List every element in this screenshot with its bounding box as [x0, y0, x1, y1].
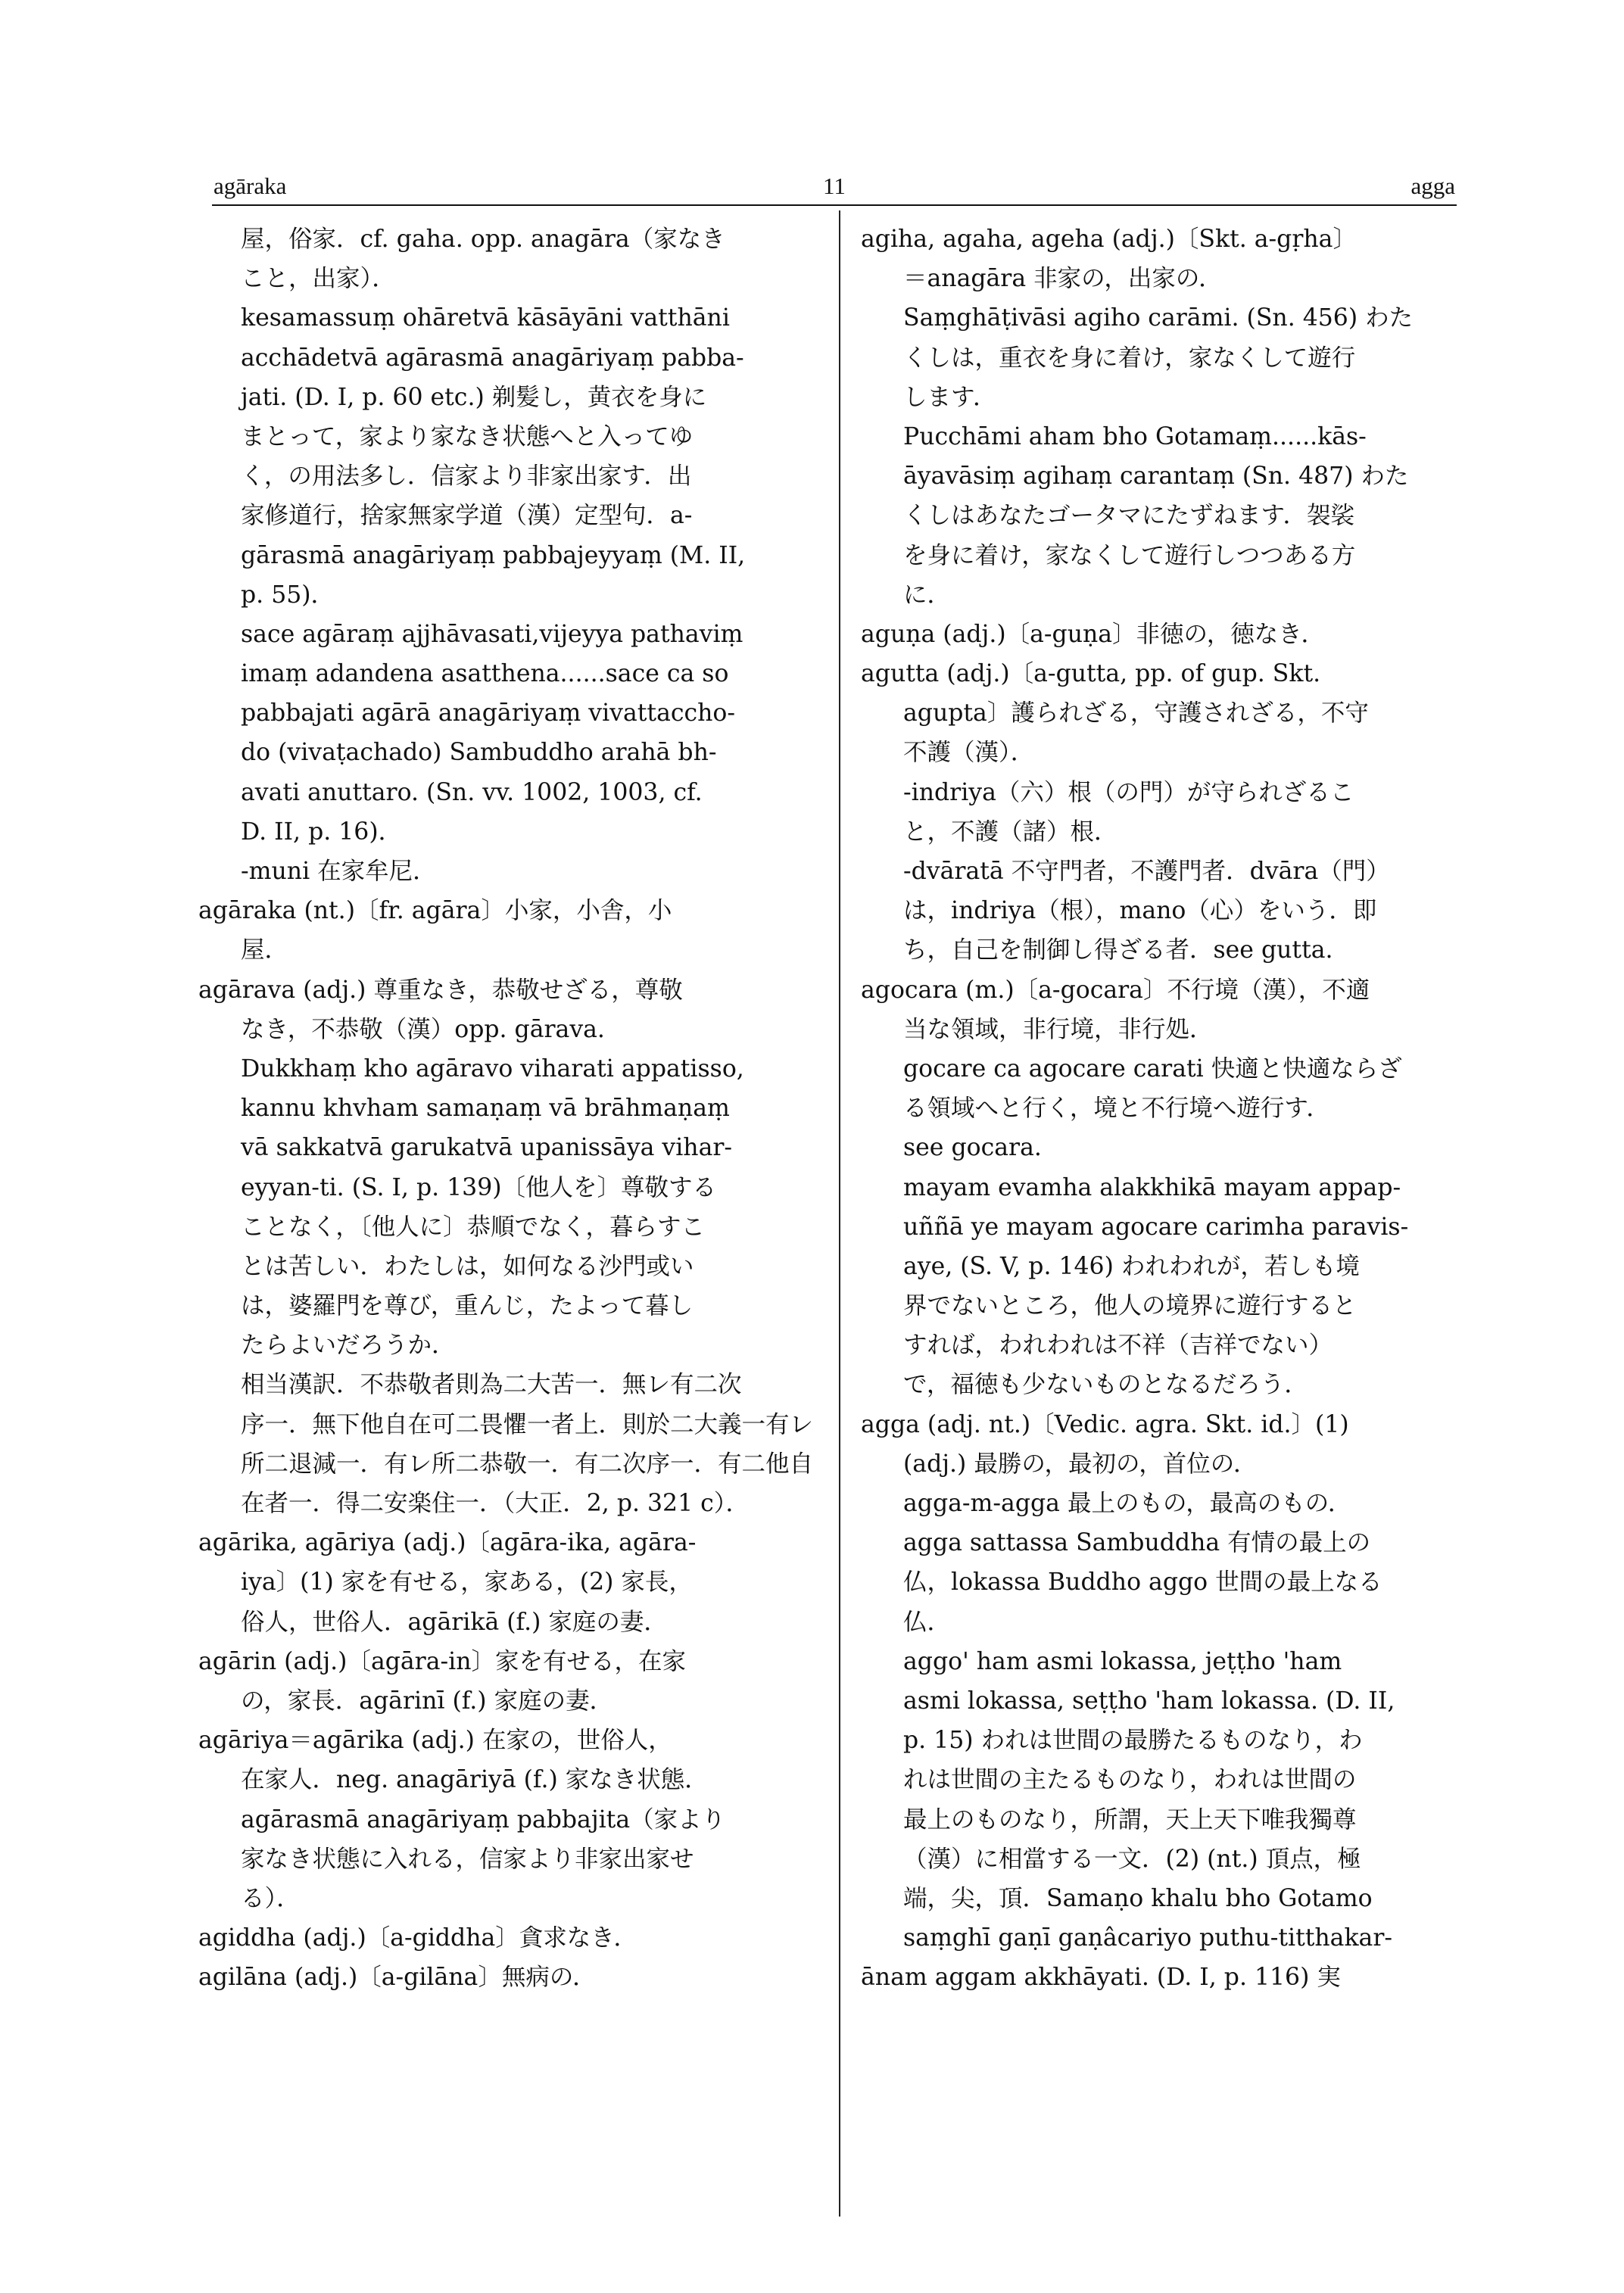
- text-line: agārava (adj.) 尊重なき，恭敬せざる，尊敬: [198, 976, 683, 1004]
- text-line: 屋．: [241, 936, 289, 964]
- text-line: agutta (adj.)〔a-gutta, pp. of gup. Skt.: [861, 660, 1321, 688]
- text-line: 俗人，世俗人．agārikā (f.) 家庭の妻．: [241, 1608, 668, 1636]
- text-line: 当な領域，非行境，非行処．: [903, 1015, 1214, 1043]
- text-line: agiddha (adj.)〔a-giddha〕貪求なき．: [198, 1924, 638, 1952]
- left-column: [198, 220, 819, 1997]
- text-line: 家なき状態に入れる，信家より非家出家せ: [241, 1845, 694, 1873]
- text-line: iya〕(1) 家を有せる，家ある，(2) 家長，: [241, 1569, 693, 1597]
- text-line: 界でないところ，他人の境界に遊行すると: [903, 1292, 1357, 1320]
- text-line: 序一．無下他自在可二畏懼一者上．則於二大義一有レ: [241, 1410, 814, 1438]
- running-header: [214, 173, 1455, 206]
- right-column: [861, 220, 1482, 1997]
- text-line: 屋，俗家．cf. gaha. opp. anagāra（家なき: [241, 226, 725, 253]
- text-line: 在家人．neg. anagāriyā (f.) 家なき状態．: [241, 1766, 709, 1794]
- text-line: ち，自己を制御し得ざる者．see gutta.: [903, 936, 1333, 964]
- text-line: aggo' ham asmi lokassa, jeṭṭho 'ham: [903, 1647, 1342, 1675]
- header-first-headword: agāraka: [214, 173, 287, 199]
- text-line: 相当漢訳．不恭敬者則為二大苦一．無レ有二次: [241, 1371, 742, 1399]
- text-line: は，婆羅門を尊び，重んじ，たよって暮し: [241, 1292, 694, 1320]
- text-line: く，の用法多し．信家より非家出家す．出: [241, 463, 692, 491]
- text-line: します．: [903, 383, 997, 411]
- text-line: eyyan-ti. (S. I, p. 139)〔他人を〕尊敬する: [241, 1173, 717, 1201]
- text-line: gārasmā anagāriyaṃ pabbajeyyaṃ (M. II,: [241, 541, 746, 569]
- text-line: kesamassuṃ ohāretvā kāsāyāni vatthāni: [241, 304, 730, 332]
- text-line: を身に着け，家なくして遊行しつつある方: [903, 541, 1356, 569]
- text-line: 端，尖，頂．Samaṇo khalu bho Gotamo: [903, 1884, 1373, 1912]
- text-line: ＝anagāra 非家の，出家の．: [903, 265, 1223, 293]
- text-line: る）．: [241, 1884, 301, 1912]
- header-last-headword: agga: [1410, 173, 1455, 199]
- header-rule: [212, 204, 1457, 206]
- text-line: asmi lokassa, seṭṭho 'ham lokassa. (D. II,: [903, 1687, 1395, 1715]
- text-line: uññā ye mayam agocare carimha paravis-: [903, 1213, 1409, 1241]
- text-line: は，indriya（根），mano（心）をいう．即: [903, 897, 1377, 925]
- text-line: 在者一．得二安楽住一．（大正．2, p. 321 c）．: [241, 1490, 750, 1517]
- text-line: -muni 在家牟尼．: [241, 858, 437, 885]
- text-line: acchādetvā agārasmā anagāriyaṃ pabba-: [241, 344, 744, 372]
- text-line: 家修道行，捨家無家学道（漢）定型句．a-: [241, 502, 693, 530]
- text-line: agāriya＝agārika (adj.) 在家の，世俗人，: [198, 1727, 672, 1755]
- text-line: なき，不恭敬（漢）opp. gārava.: [241, 1015, 605, 1043]
- text-line: で，福徳も少ないものとなるだろう．: [903, 1371, 1308, 1399]
- text-line: gocare ca agocare carati 快適と快適ならざ: [903, 1055, 1402, 1083]
- text-line: see gocara.: [903, 1134, 1042, 1162]
- text-line: agocara (m.)〔a-gocara〕不行境（漢），不適: [861, 976, 1370, 1004]
- text-line: る領域へと行く，境と不行境へ遊行す．: [903, 1095, 1330, 1123]
- text-line: まとって，家より家なき状態へと入ってゆ: [241, 422, 694, 450]
- page-number: 11: [823, 173, 846, 199]
- text-line: agga sattassa Sambuddha 有情の最上の: [903, 1529, 1371, 1557]
- text-line: の，家長．agārinī (f.) 家庭の妻．: [241, 1687, 614, 1715]
- text-line: āyavāsiṃ agihaṃ carantaṃ (Sn. 487) わた: [903, 463, 1409, 491]
- text-line: Dukkhaṃ kho agāravo viharati appatisso,: [241, 1055, 744, 1083]
- text-line: D. II, p. 16)．: [241, 818, 403, 846]
- text-line: vā sakkatvā garukatvā upanissāya vihar-: [241, 1134, 733, 1162]
- text-line: くしは，重衣を身に着け，家なくして遊行: [903, 344, 1356, 372]
- text-line: くしはあなたゴータマにたずねます．袈裟: [903, 502, 1354, 530]
- text-line: imaṃ adandena asatthena......sace ca so: [241, 660, 729, 688]
- text-line: agga-m-agga 最上のもの，最高のもの．: [903, 1490, 1352, 1517]
- text-line: jati. (D. I, p. 60 etc.) 剃髪し，黄衣を身に: [241, 383, 707, 411]
- text-line: とは苦しい．わたしは，如何なる沙門或い: [241, 1252, 694, 1280]
- text-line: こと，出家）．: [241, 265, 396, 293]
- text-line: 仏，lokassa Buddho aggo 世間の最上なる: [903, 1569, 1382, 1597]
- text-line: agga (adj. nt.)〔Vedic. agra. Skt. id.〕(1): [861, 1410, 1349, 1438]
- text-line: p. 55)．: [241, 581, 335, 609]
- text-line: に．: [903, 581, 952, 609]
- text-line: すれば，われわれは不祥（吉祥でない）: [903, 1332, 1333, 1360]
- text-line: pabbajati agārā anagāriyaṃ vivattaccho-: [241, 699, 736, 727]
- text-line: agupta〕護られざる，守護されざる，不守: [903, 699, 1369, 727]
- text-line: agiha, agaha, ageha (adj.)〔Skt. a-gṛha〕: [861, 226, 1357, 253]
- text-line: (adj.) 最勝の，最初の，首位の．: [903, 1450, 1258, 1478]
- text-line: p. 15) われは世間の最勝たるものなり，わ: [903, 1727, 1363, 1755]
- text-line: agārasmā anagāriyaṃ pabbajita（家より: [241, 1805, 726, 1833]
- text-line: kannu khvham samaṇaṃ vā brāhmaṇaṃ: [241, 1095, 730, 1123]
- text-line: aye, (S. V, p. 146) われわれが，若しも境: [903, 1252, 1360, 1280]
- text-line: （漢）に相當する一文．(2) (nt.) 頂点，極: [903, 1845, 1361, 1873]
- text-line: agārika, agāriya (adj.)〔agāra-ika, agāra-: [198, 1529, 697, 1557]
- column-divider: [839, 210, 840, 2217]
- text-line: と，不護（諸）根．: [903, 818, 1118, 846]
- text-line: ことなく，〔他人に〕恭順でなく，暮らすこ: [241, 1213, 705, 1241]
- text-line: 最上のものなり，所謂，天上天下唯我獨尊: [903, 1805, 1357, 1833]
- text-line: agilāna (adj.)〔a-gilāna〕無病の．: [198, 1964, 597, 1992]
- text-line: aguṇa (adj.)〔a-guṇa〕非徳の，徳なき．: [861, 620, 1326, 648]
- text-line: Pucchāmi aham bho Gotamaṃ......kās-: [903, 422, 1367, 450]
- text-line: たらよいだろうか．: [241, 1332, 456, 1360]
- text-line: 所二退減一．有レ所二恭敬一．有二次序一．有二他自: [241, 1450, 814, 1478]
- text-line: saṃghī gaṇī gaṇâcariyo puthu-titthakar-: [903, 1924, 1393, 1952]
- text-line: mayam evamha alakkhikā mayam appap-: [903, 1173, 1401, 1201]
- text-line: agāraka (nt.)〔fr. agāra〕小家，小舎，小: [198, 897, 672, 925]
- text-line: Saṃghāṭivāsi agiho carāmi. (Sn. 456) わた: [903, 304, 1414, 332]
- text-line: do (vivaṭachado) Sambuddho arahā bh-: [241, 739, 717, 767]
- text-line: ānam aggam akkhāyati. (D. I, p. 116) 実: [861, 1964, 1341, 1992]
- text-line: れは世間の主たるものなり，われは世間の: [903, 1766, 1357, 1794]
- text-line: avati anuttaro. (Sn. vv. 1002, 1003, cf.: [241, 778, 703, 806]
- text-line: agārin (adj.)〔agāra-in〕家を有せる，在家: [198, 1647, 687, 1675]
- text-line: -indriya（六）根（の門）が守られざるこ: [903, 778, 1354, 806]
- text-line: -dvāratā 不守門者，不護門者．dvāra（門）: [903, 858, 1390, 885]
- text-line: 仏．: [903, 1608, 952, 1636]
- text-line: 不護（漢）．: [903, 739, 1035, 767]
- text-line: sace agāraṃ ajjhāvasati,vijeyya pathaviṃ: [241, 620, 743, 648]
